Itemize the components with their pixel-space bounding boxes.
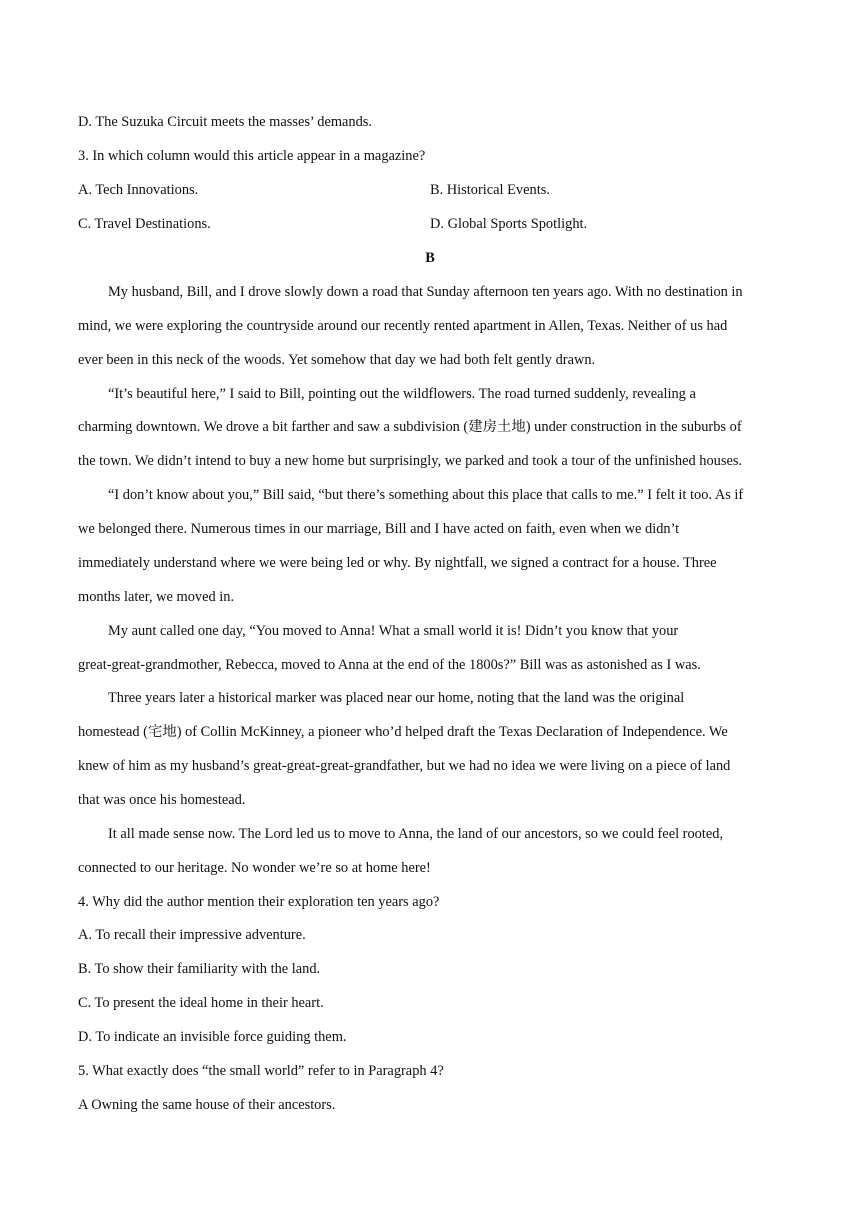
passage-line: immediately understand where we were being led or why. By nightfall, we signed a contract for a house. Three — [78, 555, 717, 571]
passage-line: that was once his homestead. — [78, 792, 246, 808]
passage-line: we belonged there. Numerous times in our marriage, Bill and I have acted on faith, even when we didn’t — [78, 521, 680, 537]
q5-option-a: A Owning the same house of their ancestors. — [78, 1097, 336, 1113]
q5-question: 5. What exactly does “the small world” refer to in Paragraph 4? — [78, 1063, 444, 1079]
passage-line: knew of him as my husband’s great-great-great-grandfather, but we had no idea we were living on a piece of land — [78, 758, 731, 774]
passage-line: It all made sense now. The Lord led us to move to Anna, the land of our ancestors, so we could feel rooted, — [108, 826, 724, 842]
q3-question: 3. In which column would this article appear in a magazine? — [78, 148, 426, 164]
q3-option-d: D. Global Sports Spotlight. — [430, 216, 588, 232]
section-title: B — [425, 250, 435, 266]
q4-option-b: B. To show their familiarity with the land. — [78, 961, 321, 977]
passage-line: charming downtown. We drove a bit farther and saw a subdivision (建房土地) under construction in the suburbs of — [78, 419, 742, 435]
q4-option-a: A. To recall their impressive adventure. — [78, 927, 306, 943]
passage-line: homestead (宅地) of Collin McKinney, a pioneer who’d helped draft the Texas Declaration of Independence. We — [78, 724, 728, 740]
passage-line: “I don’t know about you,” Bill said, “but there’s something about this place that calls to me.” I felt it too. As if — [108, 487, 744, 503]
passage-line: months later, we moved in. — [78, 589, 235, 605]
q4-question: 4. Why did the author mention their exploration ten years ago? — [78, 894, 440, 910]
q3-option-c: C. Travel Destinations. — [78, 216, 211, 232]
passage-line: Three years later a historical marker was placed near our home, noting that the land was the original — [108, 690, 685, 706]
passage-line: great-great-grandmother, Rebecca, moved to Anna at the end of the 1800s?” Bill was as astonished as I was. — [78, 657, 701, 673]
q2-option-d: D. The Suzuka Circuit meets the masses’ demands. — [78, 114, 373, 130]
q3-option-a: A. Tech Innovations. — [78, 182, 199, 198]
passage-line: connected to our heritage. No wonder we’re so at home here! — [78, 860, 431, 876]
passage-line: My aunt called one day, “You moved to Anna! What a small world it is! Didn’t you know that your — [108, 623, 679, 639]
q3-option-b: B. Historical Events. — [430, 182, 550, 198]
passage-line: mind, we were exploring the countryside around our recently rented apartment in Allen, Texas. Neither of us had — [78, 318, 728, 334]
passage-line: “It’s beautiful here,” I said to Bill, pointing out the wildflowers. The road turned suddenly, revealing a — [108, 386, 696, 402]
passage-line: the town. We didn’t intend to buy a new home but surprisingly, we parked and took a tour of the unfinished houses. — [78, 453, 743, 469]
q4-option-c: C. To present the ideal home in their heart. — [78, 995, 324, 1011]
passage-line: My husband, Bill, and I drove slowly down a road that Sunday afternoon ten years ago. With no destination in — [108, 284, 743, 300]
q4-option-d: D. To indicate an invisible force guiding them. — [78, 1029, 347, 1045]
passage-line: ever been in this neck of the woods. Yet somehow that day we had both felt gently drawn. — [78, 352, 596, 368]
